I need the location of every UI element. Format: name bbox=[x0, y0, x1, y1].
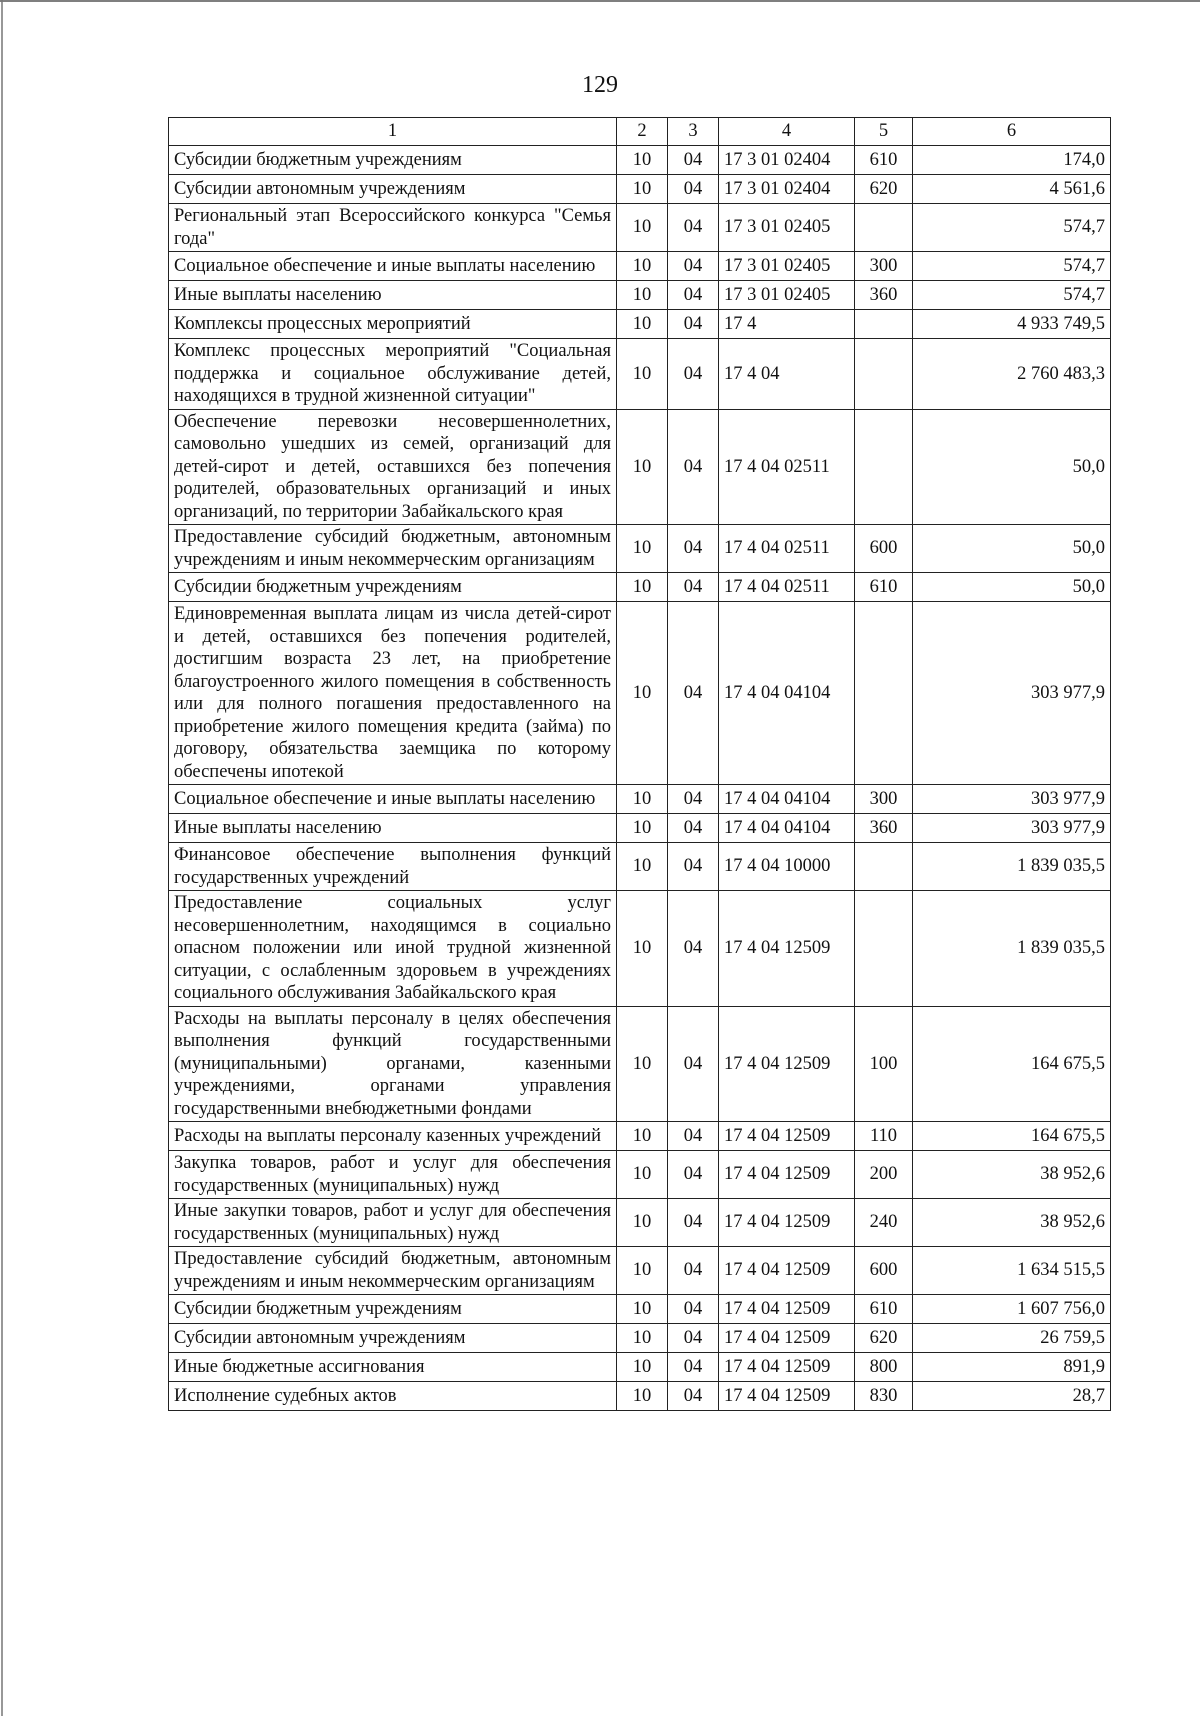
table-row bbox=[169, 252, 1111, 281]
cell-expense-type-code: 300 bbox=[855, 252, 913, 281]
cell-target-article-code: 17 4 04 04104 bbox=[719, 814, 855, 843]
cell-expense-name: Закупка товаров, работ и услуг для обеспечения государственных (муниципальных) нужд bbox=[169, 1151, 617, 1199]
cell-subsection-code: 04 bbox=[668, 1151, 719, 1199]
header-col-4: 4 bbox=[719, 118, 855, 146]
table-header-row bbox=[169, 118, 1111, 146]
cell-subsection-code: 04 bbox=[668, 1324, 719, 1353]
cell-expense-type-code: 800 bbox=[855, 1353, 913, 1382]
cell-section-code: 10 bbox=[617, 1324, 668, 1353]
cell-expense-type-code: 610 bbox=[855, 573, 913, 602]
cell-target-article-code: 17 3 01 02405 bbox=[719, 281, 855, 310]
cell-target-article-code: 17 4 04 02511 bbox=[719, 409, 855, 525]
cell-expense-name: Предоставление субсидий бюджетным, автономным учреждениям и иным некоммерческим организациям bbox=[169, 525, 617, 573]
cell-section-code: 10 bbox=[617, 1353, 668, 1382]
cell-amount: 574,7 bbox=[913, 252, 1111, 281]
cell-expense-name: Финансовое обеспечение выполнения функций государственных учреждений bbox=[169, 843, 617, 891]
cell-target-article-code: 17 4 04 12509 bbox=[719, 1247, 855, 1295]
cell-section-code: 10 bbox=[617, 281, 668, 310]
header-col-2: 2 bbox=[617, 118, 668, 146]
table-row bbox=[169, 1295, 1111, 1324]
cell-subsection-code: 04 bbox=[668, 1006, 719, 1122]
cell-subsection-code: 04 bbox=[668, 1199, 719, 1247]
cell-expense-name: Комплекс процессных мероприятий "Социальная поддержка и социальное обслуживание детей, находящихся в трудной жизненной ситуации" bbox=[169, 339, 617, 410]
cell-target-article-code: 17 3 01 02404 bbox=[719, 146, 855, 175]
cell-expense-type-code bbox=[855, 843, 913, 891]
table-row bbox=[169, 1353, 1111, 1382]
cell-target-article-code: 17 4 04 12509 bbox=[719, 1151, 855, 1199]
cell-expense-type-code bbox=[855, 891, 913, 1007]
header-col-1: 1 bbox=[169, 118, 617, 146]
cell-subsection-code: 04 bbox=[668, 891, 719, 1007]
cell-target-article-code: 17 4 04 12509 bbox=[719, 1353, 855, 1382]
cell-section-code: 10 bbox=[617, 1199, 668, 1247]
cell-amount: 891,9 bbox=[913, 1353, 1111, 1382]
cell-target-article-code: 17 4 04 12509 bbox=[719, 1324, 855, 1353]
cell-amount: 303 977,9 bbox=[913, 785, 1111, 814]
cell-expense-type-code: 830 bbox=[855, 1382, 913, 1411]
table-row bbox=[169, 525, 1111, 573]
cell-expense-type-code: 610 bbox=[855, 146, 913, 175]
cell-subsection-code: 04 bbox=[668, 573, 719, 602]
cell-section-code: 10 bbox=[617, 204, 668, 252]
table-row bbox=[169, 1006, 1111, 1122]
table-row bbox=[169, 409, 1111, 525]
cell-expense-type-code: 360 bbox=[855, 281, 913, 310]
cell-expense-type-code: 200 bbox=[855, 1151, 913, 1199]
cell-section-code: 10 bbox=[617, 1382, 668, 1411]
cell-section-code: 10 bbox=[617, 1247, 668, 1295]
cell-expense-type-code: 620 bbox=[855, 175, 913, 204]
cell-amount: 1 839 035,5 bbox=[913, 891, 1111, 1007]
cell-subsection-code: 04 bbox=[668, 204, 719, 252]
cell-expense-name: Комплексы процессных мероприятий bbox=[169, 310, 617, 339]
cell-target-article-code: 17 4 04 12509 bbox=[719, 1382, 855, 1411]
cell-target-article-code: 17 4 04 10000 bbox=[719, 843, 855, 891]
cell-section-code: 10 bbox=[617, 252, 668, 281]
cell-section-code: 10 bbox=[617, 573, 668, 602]
cell-target-article-code: 17 3 01 02405 bbox=[719, 252, 855, 281]
header-col-6: 6 bbox=[913, 118, 1111, 146]
cell-amount: 38 952,6 bbox=[913, 1151, 1111, 1199]
cell-expense-type-code: 620 bbox=[855, 1324, 913, 1353]
table-row bbox=[169, 1247, 1111, 1295]
cell-expense-type-code: 600 bbox=[855, 1247, 913, 1295]
budget-table bbox=[168, 117, 1111, 1411]
cell-section-code: 10 bbox=[617, 409, 668, 525]
cell-amount: 164 675,5 bbox=[913, 1006, 1111, 1122]
cell-expense-type-code bbox=[855, 602, 913, 785]
cell-expense-name: Субсидии автономным учреждениям bbox=[169, 1324, 617, 1353]
cell-expense-type-code: 300 bbox=[855, 785, 913, 814]
cell-expense-name: Исполнение судебных актов bbox=[169, 1382, 617, 1411]
cell-amount: 50,0 bbox=[913, 409, 1111, 525]
cell-subsection-code: 04 bbox=[668, 281, 719, 310]
cell-expense-name: Предоставление субсидий бюджетным, автономным учреждениям и иным некоммерческим организациям bbox=[169, 1247, 617, 1295]
table-row bbox=[169, 891, 1111, 1007]
cell-expense-name: Субсидии бюджетным учреждениям bbox=[169, 146, 617, 175]
cell-subsection-code: 04 bbox=[668, 1295, 719, 1324]
cell-section-code: 10 bbox=[617, 525, 668, 573]
cell-subsection-code: 04 bbox=[668, 175, 719, 204]
cell-subsection-code: 04 bbox=[668, 814, 719, 843]
cell-target-article-code: 17 4 04 04104 bbox=[719, 785, 855, 814]
cell-target-article-code: 17 3 01 02405 bbox=[719, 204, 855, 252]
cell-target-article-code: 17 4 bbox=[719, 310, 855, 339]
cell-subsection-code: 04 bbox=[668, 339, 719, 410]
table-row bbox=[169, 785, 1111, 814]
table-row bbox=[169, 204, 1111, 252]
cell-expense-type-code bbox=[855, 409, 913, 525]
cell-target-article-code: 17 4 04 02511 bbox=[719, 525, 855, 573]
cell-target-article-code: 17 4 04 12509 bbox=[719, 1199, 855, 1247]
cell-amount: 303 977,9 bbox=[913, 814, 1111, 843]
cell-amount: 1 839 035,5 bbox=[913, 843, 1111, 891]
cell-expense-name: Субсидии автономным учреждениям bbox=[169, 175, 617, 204]
cell-subsection-code: 04 bbox=[668, 1353, 719, 1382]
cell-subsection-code: 04 bbox=[668, 1382, 719, 1411]
cell-target-article-code: 17 4 04 bbox=[719, 339, 855, 410]
cell-target-article-code: 17 4 04 04104 bbox=[719, 602, 855, 785]
cell-target-article-code: 17 4 04 12509 bbox=[719, 1295, 855, 1324]
table-row bbox=[169, 281, 1111, 310]
cell-expense-name: Региональный этап Всероссийского конкурса "Семья года" bbox=[169, 204, 617, 252]
cell-target-article-code: 17 3 01 02404 bbox=[719, 175, 855, 204]
table-row bbox=[169, 339, 1111, 410]
table-row bbox=[169, 814, 1111, 843]
cell-subsection-code: 04 bbox=[668, 409, 719, 525]
cell-expense-type-code bbox=[855, 339, 913, 410]
cell-subsection-code: 04 bbox=[668, 843, 719, 891]
cell-expense-type-code: 360 bbox=[855, 814, 913, 843]
cell-expense-name: Социальное обеспечение и иные выплаты населению bbox=[169, 252, 617, 281]
cell-subsection-code: 04 bbox=[668, 525, 719, 573]
cell-expense-name: Иные выплаты населению bbox=[169, 281, 617, 310]
cell-target-article-code: 17 4 04 12509 bbox=[719, 1122, 855, 1151]
cell-expense-name: Расходы на выплаты персоналу казенных учреждений bbox=[169, 1122, 617, 1151]
cell-section-code: 10 bbox=[617, 310, 668, 339]
cell-expense-type-code bbox=[855, 310, 913, 339]
table-row bbox=[169, 1151, 1111, 1199]
cell-amount: 574,7 bbox=[913, 204, 1111, 252]
cell-amount: 164 675,5 bbox=[913, 1122, 1111, 1151]
cell-target-article-code: 17 4 04 12509 bbox=[719, 1006, 855, 1122]
cell-amount: 28,7 bbox=[913, 1382, 1111, 1411]
table-row bbox=[169, 1122, 1111, 1151]
cell-section-code: 10 bbox=[617, 146, 668, 175]
cell-amount: 26 759,5 bbox=[913, 1324, 1111, 1353]
cell-target-article-code: 17 4 04 12509 bbox=[719, 891, 855, 1007]
cell-expense-name: Расходы на выплаты персоналу в целях обеспечения выполнения функций государственными (муниципальными) органами, казенными учреждениями, органами управления государственными внебюджетными фондами bbox=[169, 1006, 617, 1122]
table-row bbox=[169, 1199, 1111, 1247]
cell-expense-type-code bbox=[855, 204, 913, 252]
cell-subsection-code: 04 bbox=[668, 1247, 719, 1295]
cell-section-code: 10 bbox=[617, 891, 668, 1007]
cell-expense-name: Предоставление социальных услуг несовершеннолетним, находящимся в социально опасном положении или иной трудной жизненной ситуации, с ослабленным здоровьем в учреждениях социального обслуживания Забайкальского края bbox=[169, 891, 617, 1007]
cell-subsection-code: 04 bbox=[668, 785, 719, 814]
cell-amount: 303 977,9 bbox=[913, 602, 1111, 785]
cell-section-code: 10 bbox=[617, 785, 668, 814]
cell-expense-name: Субсидии бюджетным учреждениям bbox=[169, 1295, 617, 1324]
header-col-5: 5 bbox=[855, 118, 913, 146]
cell-expense-name: Субсидии бюджетным учреждениям bbox=[169, 573, 617, 602]
cell-expense-name: Иные бюджетные ассигнования bbox=[169, 1353, 617, 1382]
cell-section-code: 10 bbox=[617, 1295, 668, 1324]
table-row bbox=[169, 175, 1111, 204]
cell-section-code: 10 bbox=[617, 1122, 668, 1151]
cell-subsection-code: 04 bbox=[668, 602, 719, 785]
cell-expense-type-code: 110 bbox=[855, 1122, 913, 1151]
table-row bbox=[169, 602, 1111, 785]
page-number: 129 bbox=[582, 72, 618, 98]
cell-subsection-code: 04 bbox=[668, 252, 719, 281]
cell-section-code: 10 bbox=[617, 1151, 668, 1199]
cell-section-code: 10 bbox=[617, 1006, 668, 1122]
table-row bbox=[169, 1324, 1111, 1353]
cell-expense-type-code: 600 bbox=[855, 525, 913, 573]
cell-section-code: 10 bbox=[617, 175, 668, 204]
cell-section-code: 10 bbox=[617, 339, 668, 410]
cell-subsection-code: 04 bbox=[668, 310, 719, 339]
cell-expense-type-code: 610 bbox=[855, 1295, 913, 1324]
cell-subsection-code: 04 bbox=[668, 146, 719, 175]
cell-expense-name: Единовременная выплата лицам из числа детей-сирот и детей, оставшихся без попечения родителей, достигшим возраста 23 лет, на приобретение благоустроенного жилого помещения в собственность или для полного погашения предоставленного на приобретение жилого помещения кредита (займа) по договору, обязательства заемщика по которому обеспечены ипотекой bbox=[169, 602, 617, 785]
cell-section-code: 10 bbox=[617, 814, 668, 843]
cell-amount: 1 634 515,5 bbox=[913, 1247, 1111, 1295]
cell-amount: 4 933 749,5 bbox=[913, 310, 1111, 339]
cell-amount: 1 607 756,0 bbox=[913, 1295, 1111, 1324]
cell-subsection-code: 04 bbox=[668, 1122, 719, 1151]
cell-amount: 50,0 bbox=[913, 573, 1111, 602]
cell-amount: 574,7 bbox=[913, 281, 1111, 310]
cell-expense-name: Социальное обеспечение и иные выплаты населению bbox=[169, 785, 617, 814]
header-col-3: 3 bbox=[668, 118, 719, 146]
cell-expense-type-code: 240 bbox=[855, 1199, 913, 1247]
cell-expense-type-code: 100 bbox=[855, 1006, 913, 1122]
cell-expense-name: Иные закупки товаров, работ и услуг для обеспечения государственных (муниципальных) нужд bbox=[169, 1199, 617, 1247]
table-row bbox=[169, 310, 1111, 339]
cell-section-code: 10 bbox=[617, 843, 668, 891]
cell-amount: 38 952,6 bbox=[913, 1199, 1111, 1247]
cell-section-code: 10 bbox=[617, 602, 668, 785]
cell-amount: 174,0 bbox=[913, 146, 1111, 175]
table-row bbox=[169, 573, 1111, 602]
cell-expense-name: Обеспечение перевозки несовершеннолетних, самовольно ушедших из семей, организаций для детей-сирот и детей, оставшихся без попечения родителей, образовательных организаций и иных организаций, по территории Забайкальского края bbox=[169, 409, 617, 525]
table-row bbox=[169, 843, 1111, 891]
cell-expense-name: Иные выплаты населению bbox=[169, 814, 617, 843]
cell-amount: 2 760 483,3 bbox=[913, 339, 1111, 410]
table-row bbox=[169, 1382, 1111, 1411]
cell-amount: 50,0 bbox=[913, 525, 1111, 573]
table-row bbox=[169, 146, 1111, 175]
cell-amount: 4 561,6 bbox=[913, 175, 1111, 204]
cell-target-article-code: 17 4 04 02511 bbox=[719, 573, 855, 602]
